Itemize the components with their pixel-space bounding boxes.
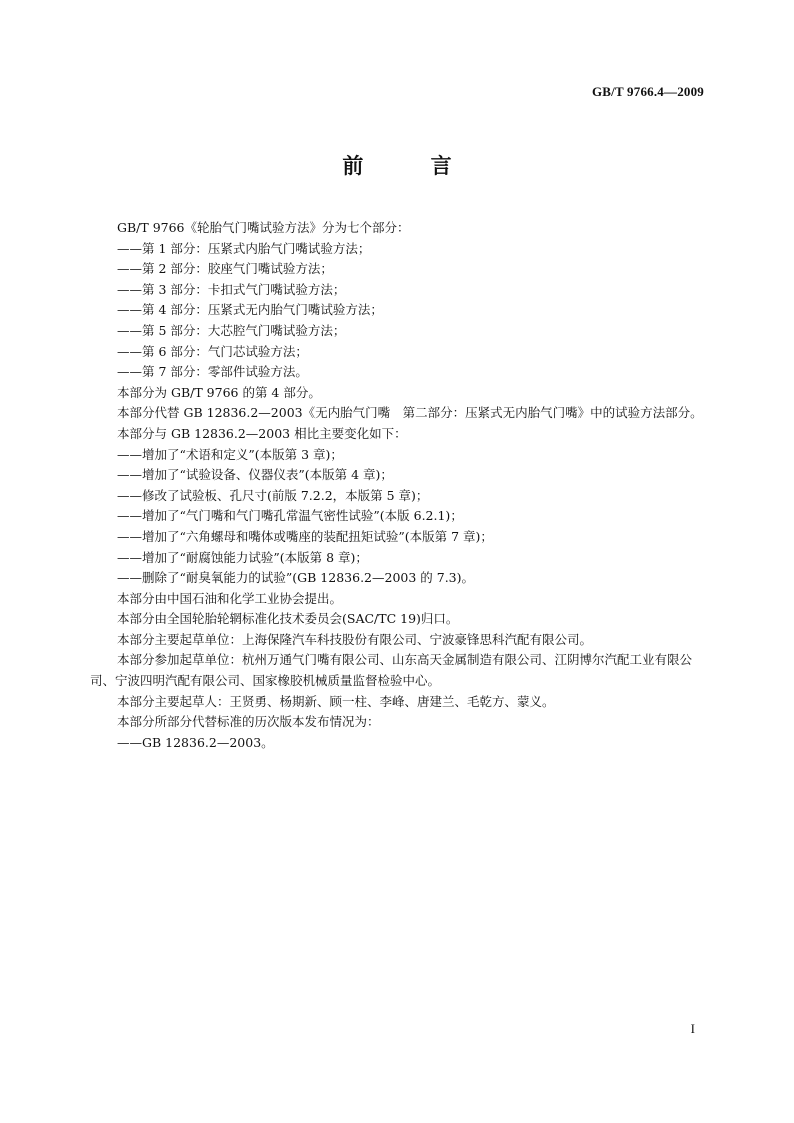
list-item-change-3: ——修改了试验板、孔尺寸(前版 7.2.2，本版第 5 章)； [117, 487, 429, 503]
page-number: I [690, 1021, 695, 1036]
list-item-history: ——GB 12836.2—2003。 [117, 734, 274, 750]
list-item-change-4: ——增加了“气门嘴和气门嘴孔常温气密性试验”(本版 6.2.1)； [117, 508, 463, 524]
foreword-body [90, 218, 704, 753]
page-title: 前 言 [342, 154, 482, 178]
paragraph-administered-by: 本部分由全国轮胎轮辋标准化技术委员会(SAC/TC 19)归口。 [117, 611, 459, 627]
list-item-change-5: ——增加了“六角螺母和嘴体或嘴座的装配扭矩试验”(本版第 7 章)； [117, 528, 493, 544]
paragraph-history-intro: 本部分所部分代替标准的历次版本发布情况为： [117, 714, 380, 730]
list-item-part-1: ——第 1 部分：压紧式内胎气门嘴试验方法； [117, 240, 371, 256]
list-item-part-7: ——第 7 部分：零部件试验方法。 [117, 364, 308, 380]
list-item-part-3: ——第 3 部分：卡扣式气门嘴试验方法； [117, 281, 346, 297]
paragraph-replaces: 本部分代替 GB 12836.2—2003《无内胎气门嘴 第二部分：压紧式无内胎气门嘴》中的试验方法部分。 [117, 405, 703, 421]
paragraph-main-drafters-org: 本部分主要起草单位：上海保隆汽车科技股份有限公司、宁波豪锋思科汽配有限公司。 [117, 631, 593, 647]
paragraph-participating-orgs: 本部分参加起草单位：杭州万通气门嘴有限公司、山东高天金属制造有限公司、江阴博尔汽配工业有限公司、宁波四明汽配有限公司、国家橡胶机械质量监督检验中心。 [90, 652, 693, 689]
paragraph-intro: GB/T 9766《轮胎气门嘴试验方法》分为七个部分： [117, 220, 410, 235]
list-item-change-6: ——增加了“耐腐蚀能力试验”(本版第 8 章)； [117, 549, 368, 565]
paragraph-part-statement: 本部分为 GB/T 9766 的第 4 部分。 [117, 384, 321, 400]
list-item-change-1: ——增加了“术语和定义”(本版第 3 章)； [117, 446, 343, 462]
list-item-part-5: ——第 5 部分：大芯腔气门嘴试验方法； [117, 322, 346, 338]
list-item-change-2: ——增加了“试验设备、仪器仪表”(本版第 4 章)； [117, 467, 393, 483]
list-item-part-4: ——第 4 部分：压紧式无内胎气门嘴试验方法； [117, 302, 383, 318]
paragraph-proposed-by: 本部分由中国石油和化学工业协会提出。 [117, 590, 343, 606]
list-item-part-6: ——第 6 部分：气门芯试验方法； [117, 343, 308, 359]
paragraph-main-drafters: 本部分主要起草人：王贤勇、杨期新、顾一柱、李峰、唐建兰、毛乾方、蒙义。 [117, 693, 555, 709]
paragraph-changes-intro: 本部分与 GB 12836.2—2003 相比主要变化如下： [117, 425, 407, 441]
list-item-change-7: ——删除了“耐臭氧能力的试验”(GB 12836.2—2003 的 7.3)。 [117, 570, 475, 586]
standard-code: GB/T 9766.4—2009 [591, 84, 704, 99]
list-item-part-2: ——第 2 部分：胶座气门嘴试验方法； [117, 261, 333, 277]
